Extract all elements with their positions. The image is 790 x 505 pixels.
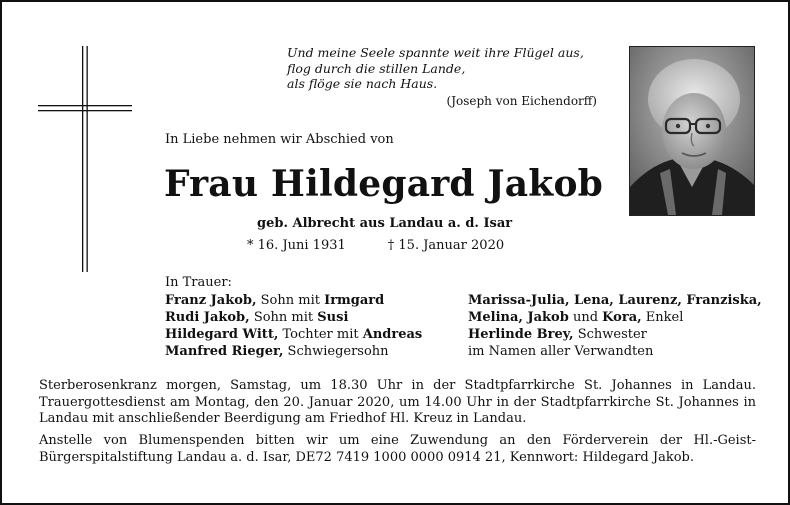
birth-date: * 16. Juni 1931 <box>247 238 346 253</box>
mourner-line: Herlinde Brey, Schwester <box>468 327 647 342</box>
death-date: † 15. Januar 2020 <box>387 238 505 253</box>
mourner-line: Franz Jakob, Sohn mit Irmgard <box>165 293 385 308</box>
poem-line: flog durch die stillen Lande, <box>287 60 466 76</box>
mourning-heading: In Trauer: <box>165 275 232 290</box>
deceased-name: Frau Hildegard Jakob <box>164 163 604 205</box>
mourner-line: Hildegard Witt, Tochter mit Andreas <box>165 327 423 342</box>
poem-author: (Joseph von Eichendorff) <box>446 93 597 108</box>
maiden-name: geb. Albrecht aus Landau a. d. Isar <box>257 216 513 231</box>
mourner-line: Marissa-Julia, Lena, Laurenz, Franziska, <box>468 293 762 308</box>
intro-text: In Liebe nehmen wir Abschied von <box>165 132 394 147</box>
mourners-right <box>468 292 762 360</box>
mourner-line: Melina, Jakob und Kora, Enkel <box>468 310 684 325</box>
life-dates <box>247 238 504 253</box>
poem-quote <box>287 45 597 109</box>
mourner-line: Manfred Rieger, Schwiegersohn <box>165 344 389 359</box>
service-details: Sterberosenkranz morgen, Samstag, um 18.30 Uhr in der Stadtpfarrkirche St. Johannes in Landau. Trauergottesdienst am Montag, den 20. Januar 2020, um 14.00 Uhr in der Stadtpfarrkirche St. Johannes in Landau mit anschließender Beerdigung am Friedhof Hl. Kreuz in Landau. <box>39 378 756 426</box>
poem-line: Und meine Seele spannte weit ihre Flügel aus, <box>287 45 584 60</box>
poem-line: als flöge sie nach Haus. <box>287 76 438 91</box>
portrait-photo <box>629 46 755 216</box>
mourner-line: im Namen aller Verwandten <box>468 344 654 359</box>
donation-request: Anstelle von Blumenspenden bitten wir um eine Zuwendung an den Förderverein der Hl.-Geist-Bürgerspitalstiftung Landau a. d. Isar, DE72 7419 1000 0000 0914 21, Kennwort: Hildegard Jakob. <box>39 433 756 465</box>
cross-icon <box>38 46 132 272</box>
mourner-line: Rudi Jakob, Sohn mit Susi <box>165 310 349 325</box>
mourners-left <box>165 292 422 360</box>
